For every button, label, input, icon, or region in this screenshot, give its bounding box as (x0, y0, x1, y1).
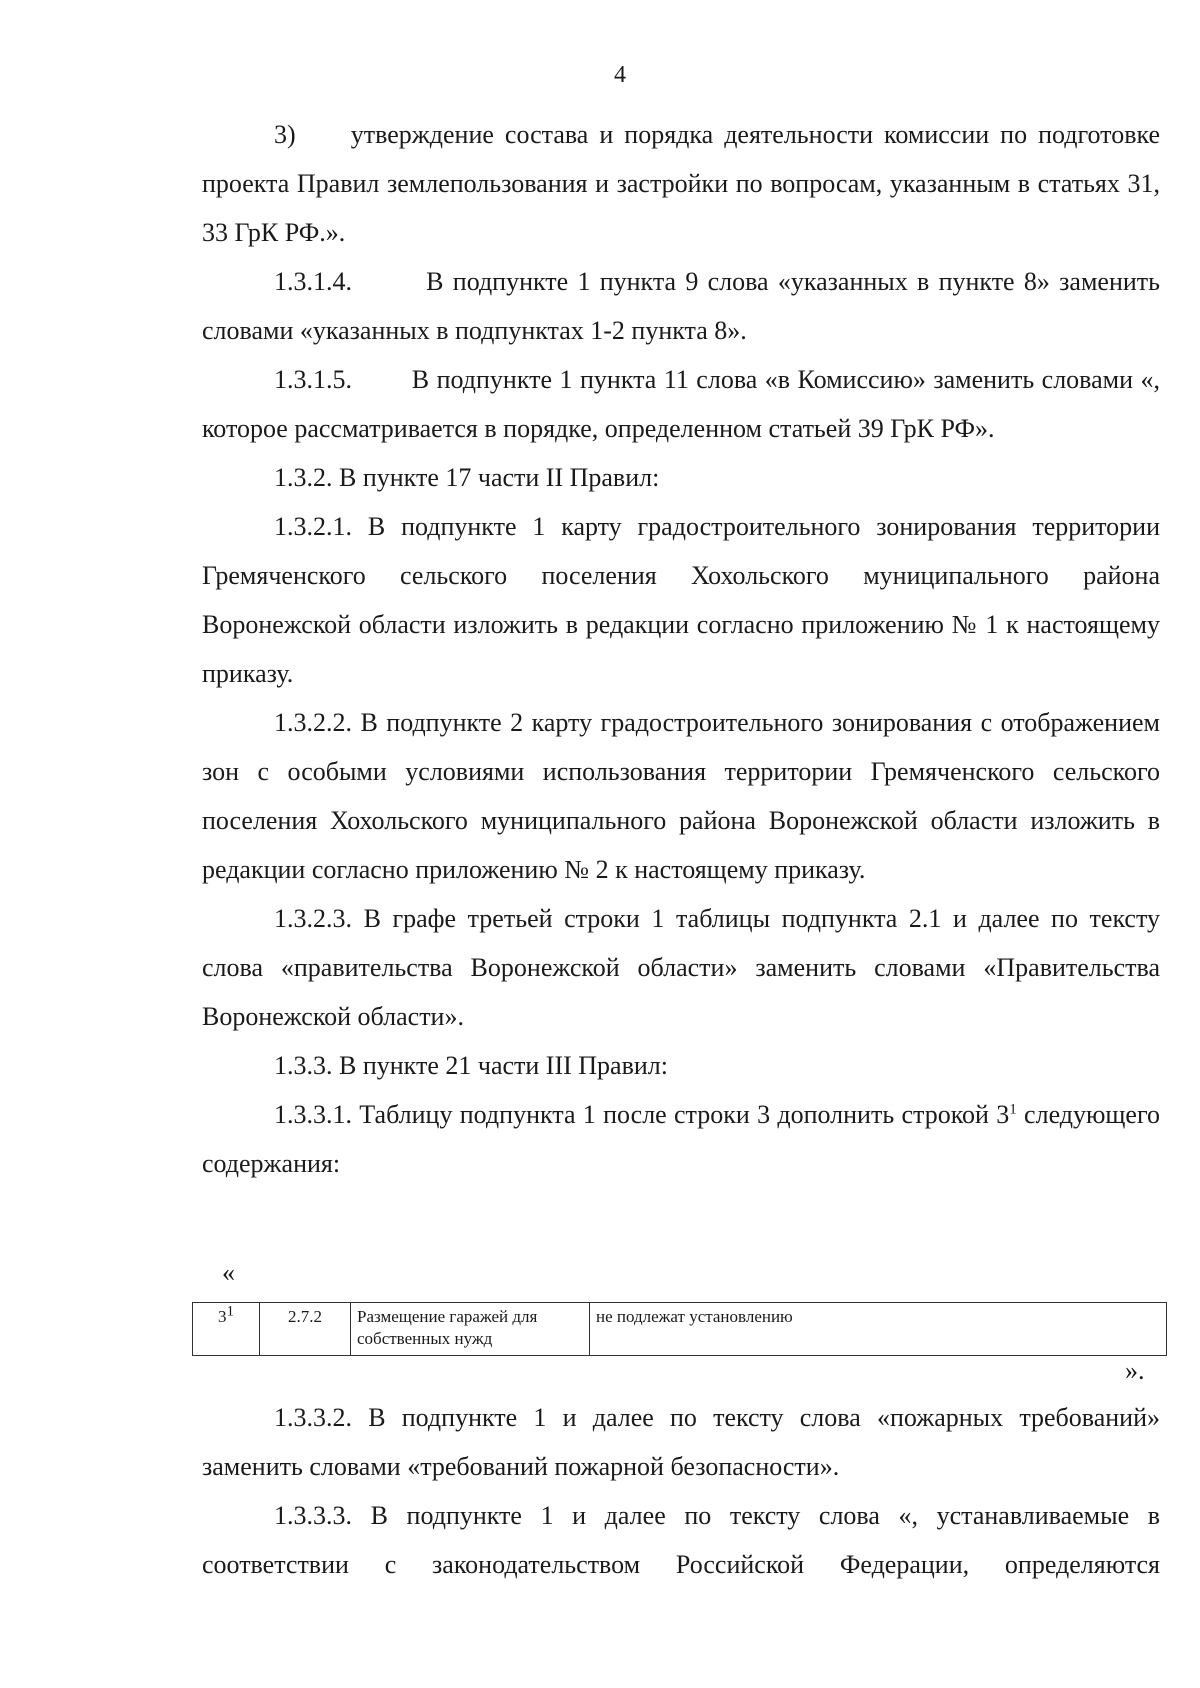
table-cell-code: 2.7.2 (260, 1303, 351, 1356)
body-text-upper (202, 110, 1160, 1188)
paragraph-1-3-3-1 (202, 1090, 1160, 1188)
table-cell-value: не подлежат установлению (590, 1303, 1167, 1356)
paragraph-1-3-3-2: 1.3.3.2. В подпункте 1 и далее по тексту слова «пожарных требований» заменить словами «требований пожарной безопасности». (202, 1403, 1160, 1481)
paragraph-1-3-3-1-text: 1.3.3.1. Таблицу подпункта 1 после строки 3 дополнить строкой 3 (274, 1100, 1010, 1129)
paragraph-3-approval: 3) утверждение состава и порядка деятельности комиссии по подготовке проекта Правил землепользования и застройки по вопросам, указанным в статьях 31, 33 ГрК РФ.». (202, 120, 1160, 247)
page-number: 4 (614, 62, 626, 88)
table-cell-number: $3^1$ (193, 1303, 260, 1356)
paragraph-1-3-3-1-tail: следующего содержания: (202, 1100, 1160, 1178)
paragraph-1-3-1-5: 1.3.1.5. В подпункте 1 пункта 11 слова «в Комиссию» заменить словами «, которое рассматривается в порядке, определенном статьей 39 ГрК РФ». (202, 365, 1160, 443)
paragraph-1-3-3-3: 1.3.3.3. В подпункте 1 и далее по тексту слова «, устанавливаемые в соответствии с законодательством Российской Федерации, определяются (202, 1501, 1160, 1579)
paragraph-1-3-3: 1.3.3. В пункте 21 части III Правил: (274, 1051, 668, 1080)
superscript-row-number: 1 (1009, 1101, 1017, 1118)
opening-quote: « (222, 1258, 235, 1287)
table-cell-name: Размещение гаражей для собственных нужд (351, 1303, 590, 1356)
inserted-table (192, 1302, 1167, 1356)
paragraph-1-3-2-3: 1.3.2.3. В графе третьей строки 1 таблицы подпункта 2.1 и далее по тексту слова «правительства Воронежской области» заменить словами «Правительства Воронежской области». (202, 904, 1160, 1031)
table-row (193, 1303, 1167, 1356)
paragraph-1-3-2-2: 1.3.2.2. В подпункте 2 карту градостроительного зонирования с отображением зон с особыми условиями использования территории Гремяченского сельского поселения Хохольского муниципального района Воронежской области изложить в редакции согласно приложению № 2 к настоящему приказу. (202, 708, 1160, 884)
paragraph-1-3-1-4: 1.3.1.4. В подпункте 1 пункта 9 слова «указанных в пункте 8» заменить словами «указанных в подпунктах 1-2 пункта 8». (202, 267, 1160, 345)
paragraph-1-3-2: 1.3.2. В пункте 17 части II Правил: (274, 463, 660, 492)
closing-quote: ». (1125, 1356, 1145, 1385)
paragraph-1-3-2-1: 1.3.2.1. В подпункте 1 карту градостроительного зонирования территории Гремяченского сельского поселения Хохольского муниципального района Воронежской области изложить в редакции согласно приложению № 1 к настоящему приказу. (202, 512, 1160, 688)
body-text-lower (202, 1393, 1160, 1589)
table-cell-number-sup: 1 (226, 1303, 234, 1320)
